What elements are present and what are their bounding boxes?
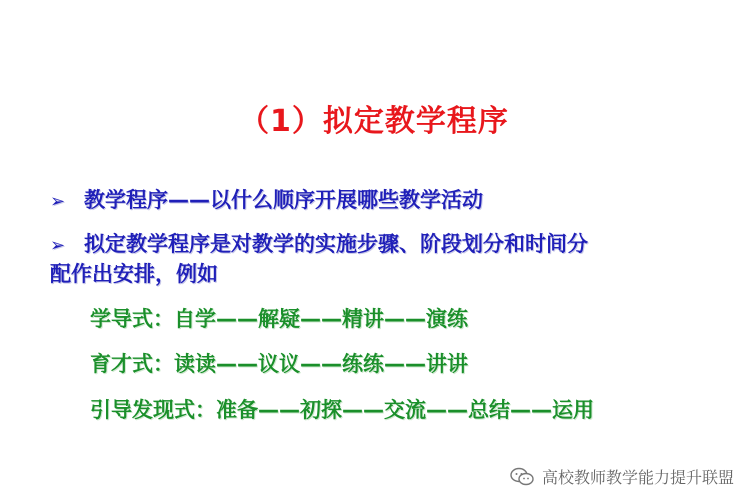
example-line-1: 学导式：自学——解疑——精讲——演练 <box>90 307 468 331</box>
bullet-text: 拟定教学程序是对教学的实施步骤、阶段划分和时间分 <box>84 232 588 256</box>
arrow-bullet-icon: ➢ <box>50 191 66 212</box>
bullet-item-2-continuation: 配作出安排，例如 <box>50 262 218 286</box>
slide-title: （1）拟定教学程序 <box>239 104 509 139</box>
bullet-text: 教学程序——以什么顺序开展哪些教学活动 <box>84 188 483 212</box>
arrow-bullet-icon: ➢ <box>50 235 66 256</box>
example-line-2: 育才式：读读——议议——练练——讲讲 <box>90 352 468 376</box>
bullet-item-2 <box>50 228 588 262</box>
watermark-text: 高校教师教学能力提升联盟 <box>541 468 734 487</box>
example-line-3: 引导发现式：准备——初探——交流——总结——运用 <box>90 398 594 422</box>
bullet-item-1 <box>50 184 483 218</box>
wechat-icon <box>510 467 534 487</box>
watermark <box>510 465 734 488</box>
